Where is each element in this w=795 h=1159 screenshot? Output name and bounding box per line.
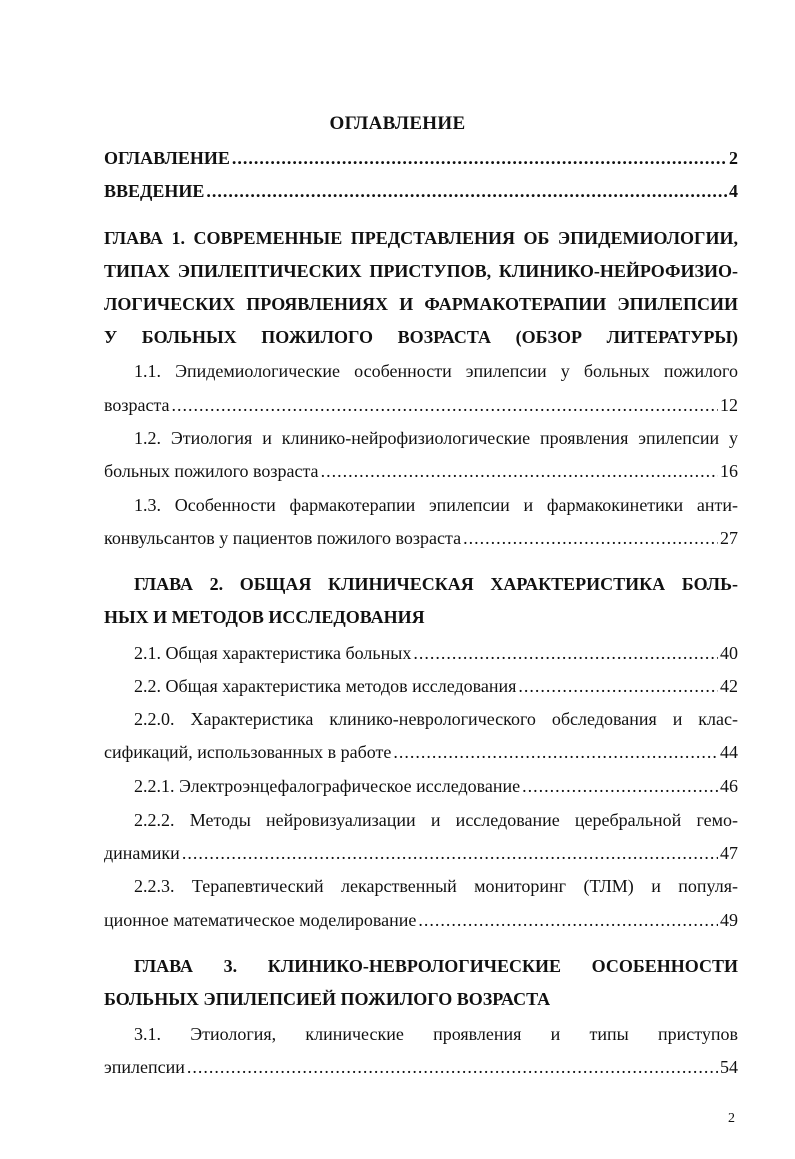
toc-page-number: 42: [720, 676, 738, 696]
toc-page-number: 47: [720, 843, 738, 863]
toc-entry-2-2-2[interactable]: [104, 838, 738, 868]
chapter-1-heading-line: ТИПАХ ЭПИЛЕПТИЧЕСКИХ ПРИСТУПОВ, КЛИНИКО-НЕЙРОФИЗИО-: [104, 261, 738, 281]
chapter-3-heading-line: [104, 984, 738, 1014]
toc-entry-2-2-0-line1[interactable]: 2.2.0. Характеристика клинико-неврологического обследования и клас-: [134, 709, 738, 729]
dot-leader: [463, 523, 718, 553]
toc-page-number: 27: [720, 528, 738, 548]
chapter-3-heading-line: ГЛАВА 3. КЛИНИКО-НЕВРОЛОГИЧЕСКИЕ ОСОБЕННОСТИ: [134, 956, 738, 976]
toc-page-number: 49: [720, 910, 738, 930]
toc-entry-label: динамики: [104, 843, 180, 863]
toc-page-number: 2: [729, 148, 738, 168]
toc-entry-1-2[interactable]: [104, 456, 738, 486]
toc-entry-oglavlenie[interactable]: [104, 143, 738, 173]
toc-entry-2-2-0[interactable]: [104, 737, 738, 767]
chapter-2-heading-line: ГЛАВА 2. ОБЩАЯ КЛИНИЧЕСКАЯ ХАРАКТЕРИСТИКА БОЛЬ-: [134, 574, 738, 594]
dot-leader: [206, 176, 727, 206]
toc-page-number: 44: [720, 742, 738, 762]
dot-leader: [418, 905, 718, 935]
toc-entry-2-2-1[interactable]: [134, 771, 738, 801]
toc-entry-2-2-3[interactable]: [104, 905, 738, 935]
chapter-1-heading-line: У БОЛЬНЫХ ПОЖИЛОГО ВОЗРАСТА (ОБЗОР ЛИТЕРАТУРЫ): [104, 327, 738, 347]
toc-entry-vvedenie[interactable]: [104, 176, 738, 206]
chapter-2-heading-text: НЫХ И МЕТОДОВ ИССЛЕДОВАНИЯ: [104, 607, 425, 627]
chapter-1-heading-line: ЛОГИЧЕСКИХ ПРОЯВЛЕНИЯХ И ФАРМАКОТЕРАПИИ ЭПИЛЕПСИИ: [104, 294, 738, 314]
toc-entry-1-3-line1[interactable]: 1.3. Особенности фармакотерапии эпилепсии и фармакокинетики анти-: [134, 495, 738, 515]
toc-entry-label: 2.2. Общая характеристика методов исследования: [134, 676, 517, 696]
toc-entry-label: сификаций, использованных в работе: [104, 742, 392, 762]
toc-entry-3-1-line1[interactable]: 3.1. Этиология, клинические проявления и типы приступов: [134, 1024, 738, 1044]
dot-leader: [232, 143, 727, 173]
dot-leader: [187, 1052, 718, 1082]
toc-entry-3-1[interactable]: [104, 1052, 738, 1082]
toc-page-number: 46: [720, 776, 738, 796]
toc-entry-2-2-2-line1[interactable]: 2.2.2. Методы нейровизуализации и исследование церебральной гемо-: [134, 810, 738, 830]
toc-entry-2-2-3-line1[interactable]: 2.2.3. Терапевтический лекарственный мониторинг (ТЛМ) и популя-: [134, 876, 738, 896]
toc-entry-1-1-line1[interactable]: 1.1. Эпидемиологические особенности эпилепсии у больных пожилого: [134, 361, 738, 381]
toc-entry-label: ВВЕДЕНИЕ: [104, 181, 205, 201]
toc-page-number: 40: [720, 643, 738, 663]
dot-leader: [393, 737, 718, 767]
toc-entry-1-2-line1[interactable]: 1.2. Этиология и клинико-нейрофизиологические проявления эпилепсии у: [134, 428, 738, 448]
toc-entry-label: возраста: [104, 395, 170, 415]
dot-leader: [321, 456, 718, 486]
toc-entry-label: больных пожилого возраста: [104, 461, 319, 481]
toc-page-number: 4: [729, 181, 738, 201]
dot-leader: [413, 638, 718, 668]
toc-entry-label: эпилепсии: [104, 1057, 185, 1077]
toc-page-number: 16: [720, 461, 738, 481]
toc-page-number: 12: [720, 395, 738, 415]
toc-entry-label: конвульсантов у пациентов пожилого возраста: [104, 528, 462, 548]
chapter-1-heading-line: ГЛАВА 1. СОВРЕМЕННЫЕ ПРЕДСТАВЛЕНИЯ ОБ ЭПИДЕМИОЛОГИИ,: [104, 228, 738, 248]
page-number: 2: [728, 1111, 735, 1126]
toc-entry-1-3[interactable]: [104, 523, 738, 553]
toc-entry-2-1[interactable]: [134, 638, 738, 668]
dot-leader: [172, 390, 718, 420]
toc-entry-label: 2.2.1. Электроэнцефалографическое исследование: [134, 776, 521, 796]
toc-entry-2-2[interactable]: [134, 671, 738, 701]
toc-entry-1-1[interactable]: [104, 390, 738, 420]
dot-leader: [522, 771, 718, 801]
toc-entry-label: 2.1. Общая характеристика больных: [134, 643, 412, 663]
page-title: ОГЛАВЛЕНИЕ: [329, 113, 466, 134]
dot-leader: [518, 671, 718, 701]
toc-entry-label: ционное математическое моделирование: [104, 910, 417, 930]
dot-leader: [182, 838, 718, 868]
chapter-2-heading-line: [104, 602, 738, 632]
toc-page-number: 54: [720, 1057, 738, 1077]
toc-entry-label: ОГЛАВЛЕНИЕ: [104, 148, 230, 168]
chapter-3-heading-text: БОЛЬНЫХ ЭПИЛЕПСИЕЙ ПОЖИЛОГО ВОЗРАСТА: [104, 989, 551, 1009]
